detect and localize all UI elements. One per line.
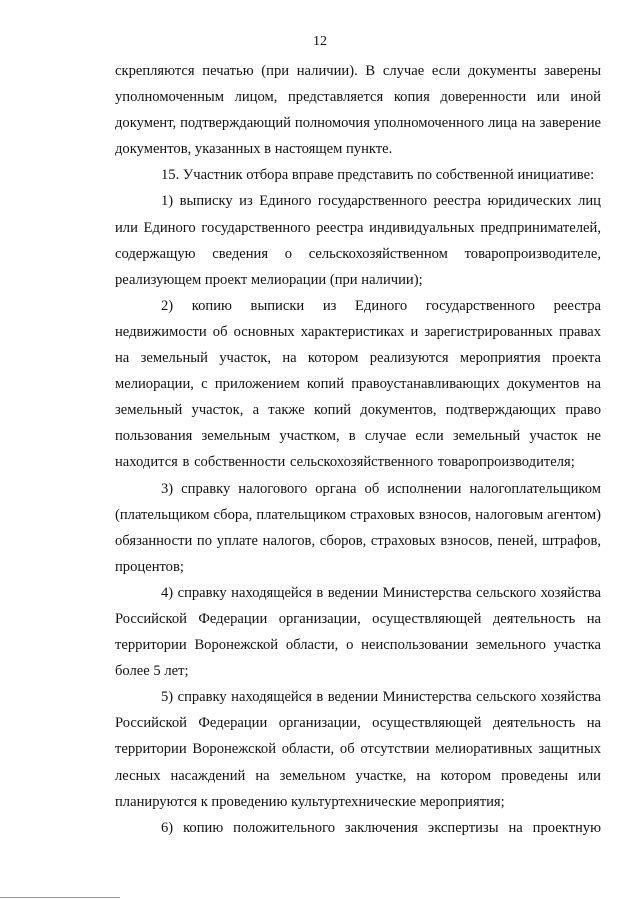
document-body: [115, 58, 601, 841]
page-number: 12: [313, 34, 327, 49]
footer-rule: [0, 897, 120, 898]
paragraph-item-3: 3) справку налогового органа об исполнении налогоплательщиком (плательщиком сбора, плательщиком страховых взносов, налоговым агентом) обязанности по уплате налогов, сборов, страховых взносов, пеней, штрафов, процентов;: [115, 480, 601, 575]
paragraph-item-1: 1) выписку из Единого государственного реестра юридических лиц или Единого государственного реестра индивидуальных предпринимателей, содержащую сведения о сельскохозяйственном товаропроизводителе, реализующем проект мелиорации (при наличии);: [115, 193, 601, 288]
paragraph-item-4: 4) справку находящейся в ведении Министерства сельского хозяйства Российской Федерации организации, осуществляющей деятельность на территории Воронежской области, о неиспользовании земельного участка более 5 лет;: [115, 584, 601, 680]
paragraph-continuation: скрепляются печатью (при наличии). В случае если документы заверены уполномоченным лицом, представляется копия доверенности или иной документ, подтверждающий полномочия уполномоченного лица на заверение документов, указанных в настоящем пункте.: [115, 63, 601, 158]
paragraph-item-6: 6) копию положительного заключения экспертизы на проектную: [161, 819, 601, 836]
paragraph-item-2: 2) копию выписки из Единого государственного реестра недвижимости об основных характеристиках и зарегистрированных правах на земельный участок, на котором реализуются мероприятия проекта мелиорации, с приложением копий правоустанавливающих документов на земельный участок, а также копий документов, подтверждающих право пользования земельным участком, в случае если земельный участок не находится в собственности сельскохозяйственного товаропроизводителя;: [115, 297, 601, 471]
paragraph-clause-15: 15. Участник отбора вправе представить по собственной инициативе:: [161, 167, 595, 184]
paragraph-item-5: 5) справку находящейся в ведении Министерства сельского хозяйства Российской Федерации организации, осуществляющей деятельность на территории Воронежской области, об отсутствии мелиоративных защитных лесных насаждений на земельном участке, на котором проведены или планируются к проведению культуртехнические мероприятия;: [115, 689, 601, 810]
